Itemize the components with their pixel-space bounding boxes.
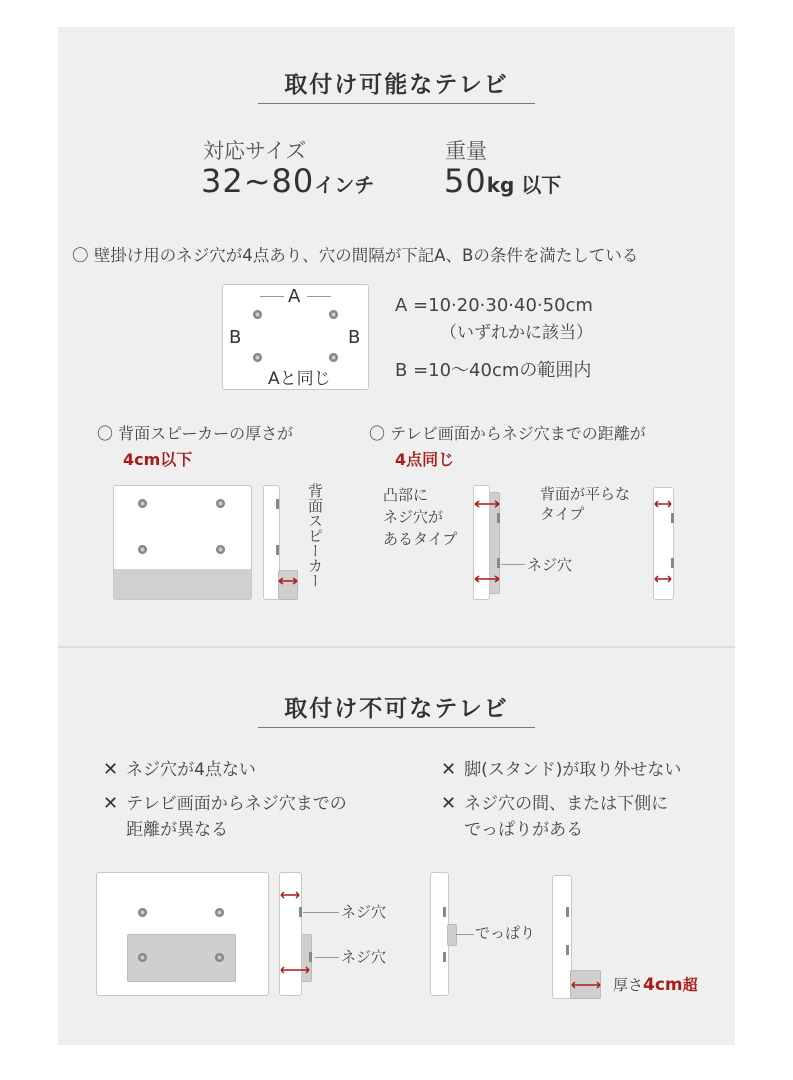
protrusion (447, 924, 457, 946)
ng-item (441, 755, 681, 780)
a-note: （いずれかに該当） (440, 323, 593, 343)
a-spec: A =10·20·30·40·50cm (395, 295, 593, 316)
tv-front-speaker (113, 485, 252, 600)
screw-nub (309, 952, 312, 962)
distance-arrow-icon (474, 574, 500, 584)
thickness-arrow-icon (571, 980, 601, 990)
speaker-condition-red: 4cm以下 (123, 450, 193, 469)
screw-hole (329, 310, 338, 319)
speaker-label: 背面スピーカー (306, 483, 324, 588)
screw-hole (138, 545, 147, 554)
label-b-right: B (348, 327, 361, 348)
convex-label-line: 凸部に (383, 486, 429, 504)
tv-side-thick (552, 875, 572, 999)
flat-label-line: 背面が平らな (540, 485, 631, 503)
screw-nub (497, 558, 500, 568)
distance-arrow-icon (280, 890, 300, 900)
screw-nub (276, 545, 279, 555)
cross-icon: ✕ (103, 793, 119, 814)
label-a: A (288, 286, 301, 307)
rear-speaker-area (114, 569, 251, 599)
size-label: 対応サイズ (203, 139, 307, 163)
b-spec: B =10〜40cmの範囲内 (395, 360, 592, 381)
screw-nub (566, 945, 569, 955)
screw-hole (138, 953, 147, 962)
weight-label: 重量 (445, 139, 487, 163)
leader-line (315, 957, 339, 958)
convex-label-line: ネジ穴が (383, 508, 444, 526)
screw-nub (299, 907, 302, 917)
screw-hole (253, 353, 262, 362)
screw-hole (253, 310, 262, 319)
cross-icon: ✕ (441, 793, 457, 814)
weight-number: 50 (444, 162, 487, 200)
ng-item (103, 793, 347, 843)
section-title-possible: 取付け可能なテレビ (284, 72, 509, 98)
screw-label: ネジ穴 (527, 556, 573, 574)
screw-hole (215, 908, 224, 917)
convex-label-line: あるタイプ (383, 530, 458, 548)
ng-item-text: ネジ穴の間、または下側に でっぱりがある (464, 794, 669, 840)
arrow-a-left (260, 296, 284, 297)
title-underline (258, 727, 535, 728)
cross-icon: ✕ (441, 759, 457, 780)
screw-nub (276, 499, 279, 509)
ng-item-text: ネジ穴が4点ない (126, 760, 256, 780)
protrusion-label: でっぱり (475, 924, 536, 942)
screw-hole (216, 545, 225, 554)
distance-condition: 〇 テレビ画面からネジ穴までの距離が (369, 424, 646, 443)
thickness-red: 4cm (643, 975, 683, 995)
leader-line (303, 912, 339, 913)
thickness-label (613, 974, 698, 995)
section-title-impossible: 取付け不可なテレビ (284, 696, 509, 722)
leader-line (501, 564, 525, 565)
distance-condition-red: 4点同じ (395, 450, 455, 469)
label-a-same: Aと同じ (268, 369, 331, 389)
screw-nub (671, 558, 674, 568)
distance-arrow-icon (654, 499, 672, 509)
screw-nub (566, 907, 569, 917)
arrow-a-right (307, 296, 331, 297)
leader-line (456, 934, 474, 935)
condition-main: 〇 壁掛け用のネジ穴が4点あり、穴の間隔が下記A、Bの条件を満たしている (72, 246, 639, 265)
screw-hole (215, 953, 224, 962)
flat-label (540, 484, 630, 524)
ng-item-text: テレビ画面からネジ穴までの 距離が異なる (126, 794, 347, 840)
thickness-prefix: 厚さ (613, 976, 644, 994)
label-b-left: B (229, 327, 242, 348)
distance-arrow-icon (280, 965, 310, 975)
weight-unit: kg 以下 (486, 173, 562, 197)
size-number: 32~80 (201, 162, 315, 200)
section-divider (58, 646, 735, 648)
flat-label-line: タイプ (540, 505, 585, 523)
thickness-suffix: 超 (682, 976, 698, 994)
screw-nub (443, 907, 446, 917)
screw-hole (216, 499, 225, 508)
distance-arrow-icon (474, 499, 500, 509)
distance-arrow-icon (654, 574, 672, 584)
screw-hole (329, 353, 338, 362)
speaker-condition: 〇 背面スピーカーの厚さが (97, 424, 294, 443)
screw-label-2: ネジ穴 (341, 948, 387, 966)
screw-nub (497, 513, 500, 523)
convex-label (383, 484, 457, 550)
size-value (201, 162, 374, 200)
weight-value (444, 162, 561, 200)
screw-nub (671, 513, 674, 523)
ng-item (103, 755, 256, 780)
screw-hole (138, 499, 147, 508)
cross-icon: ✕ (103, 759, 119, 780)
title-underline (258, 103, 535, 104)
screw-nub (443, 952, 446, 962)
screw-hole (138, 908, 147, 917)
size-unit: インチ (314, 173, 375, 197)
thickness-arrow-icon (278, 576, 298, 586)
ng-item (441, 793, 668, 843)
screw-label-1: ネジ穴 (341, 903, 387, 921)
ng-item-text: 脚(スタンド)が取り外せない (464, 760, 682, 780)
